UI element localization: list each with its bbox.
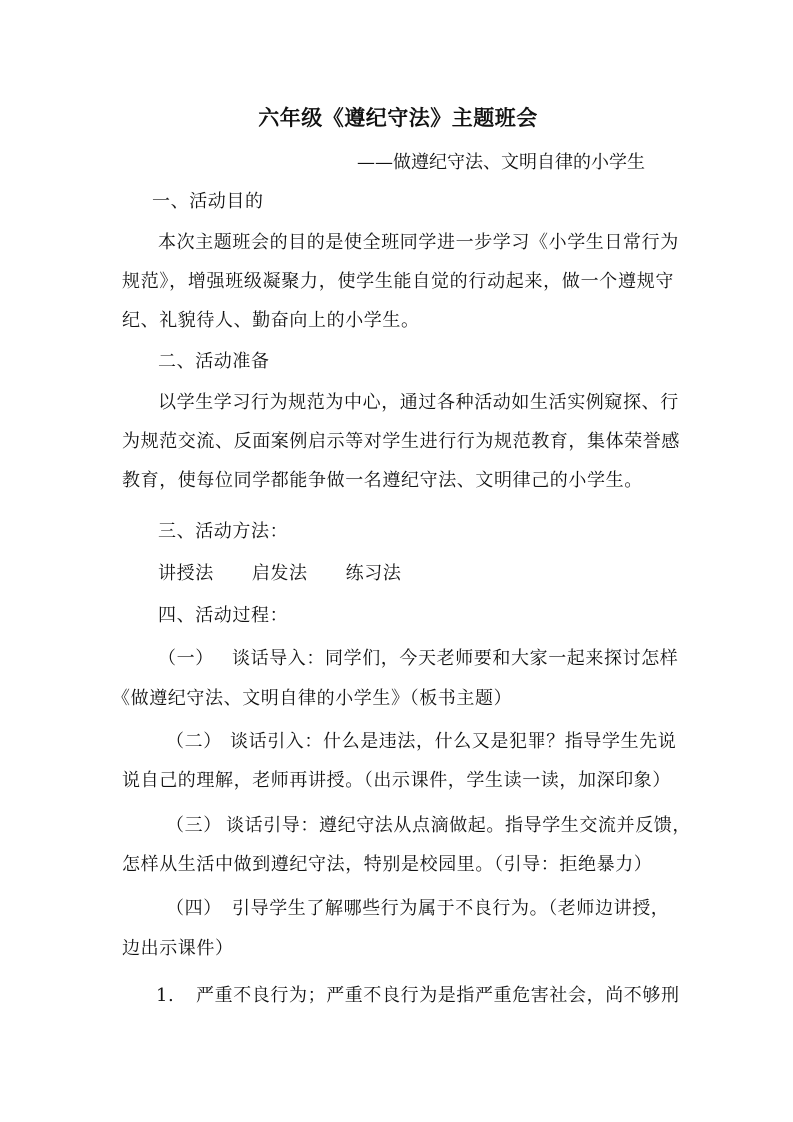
step-text: 怎样从生活中做到遵纪守法，特别是校园里。（引导：拒绝暴力）	[122, 854, 653, 875]
numbered-item-text: 严重不良行为；严重不良行为是指严重危害社会，尚不够刑	[196, 985, 680, 1006]
step-text: 《做遵纪守法、文明自律的小学生》（板书主题）	[112, 688, 513, 709]
step-text: 谈话引导：遵纪守法从点滴做起。指导学生交流并反馈，	[226, 815, 691, 836]
paragraph-line: 规范》，增强班级凝聚力，使学生能自觉的行动起来，做一个遵规守	[122, 271, 674, 292]
step-label: （一）	[158, 648, 214, 669]
numbered-item-number: 1.	[156, 985, 175, 1006]
step-text: 谈话引入：什么是违法，什么又是犯罪？指导学生先说	[230, 731, 677, 752]
step-label: （三）	[166, 815, 222, 836]
method-item: 讲授法	[158, 563, 214, 584]
step-text: 引导学生了解哪些行为属于不良行为。（老师边讲授，	[232, 898, 670, 919]
section-heading-preparation: 二、活动准备	[158, 351, 270, 372]
step-label: （二）	[166, 731, 222, 752]
step-text: 边出示课件）	[122, 938, 234, 959]
section-heading-process: 四、活动过程：	[158, 605, 289, 626]
paragraph-line: 纪、礼貌待人、勤奋向上的小学生。	[122, 310, 420, 331]
method-item: 练习法	[345, 563, 402, 584]
step-text: 谈话导入：同学们，今天老师要和大家一起来探讨怎样	[232, 648, 679, 669]
section-heading-purpose: 一、活动目的	[152, 191, 264, 212]
method-item: 启发法	[251, 563, 308, 584]
paragraph-line: 本次主题班会的目的是使全班同学进一步学习《小学生日常行为	[158, 232, 679, 253]
section-heading-methods: 三、活动方法：	[158, 521, 289, 542]
paragraph-line: 教育，使每位同学都能争做一名遵纪守法、文明律己的小学生。	[122, 470, 643, 491]
document-subtitle: ——做遵纪守法、文明自律的小学生	[357, 152, 645, 173]
methods-list	[158, 563, 401, 585]
paragraph-line: 以学生学习行为规范为中心，通过各种活动如生活实例窥探、行	[158, 392, 679, 413]
paragraph-line: 为规范交流、反面案例启示等对学生进行行为规范教育，集体荣誉感	[122, 431, 680, 452]
step-label: （四）	[166, 898, 222, 919]
step-text: 说自己的理解，老师再讲授。（出示课件，学生读一读，加深印象）	[122, 770, 671, 791]
document-title: 六年级《遵纪守法》主题班会	[258, 106, 538, 130]
